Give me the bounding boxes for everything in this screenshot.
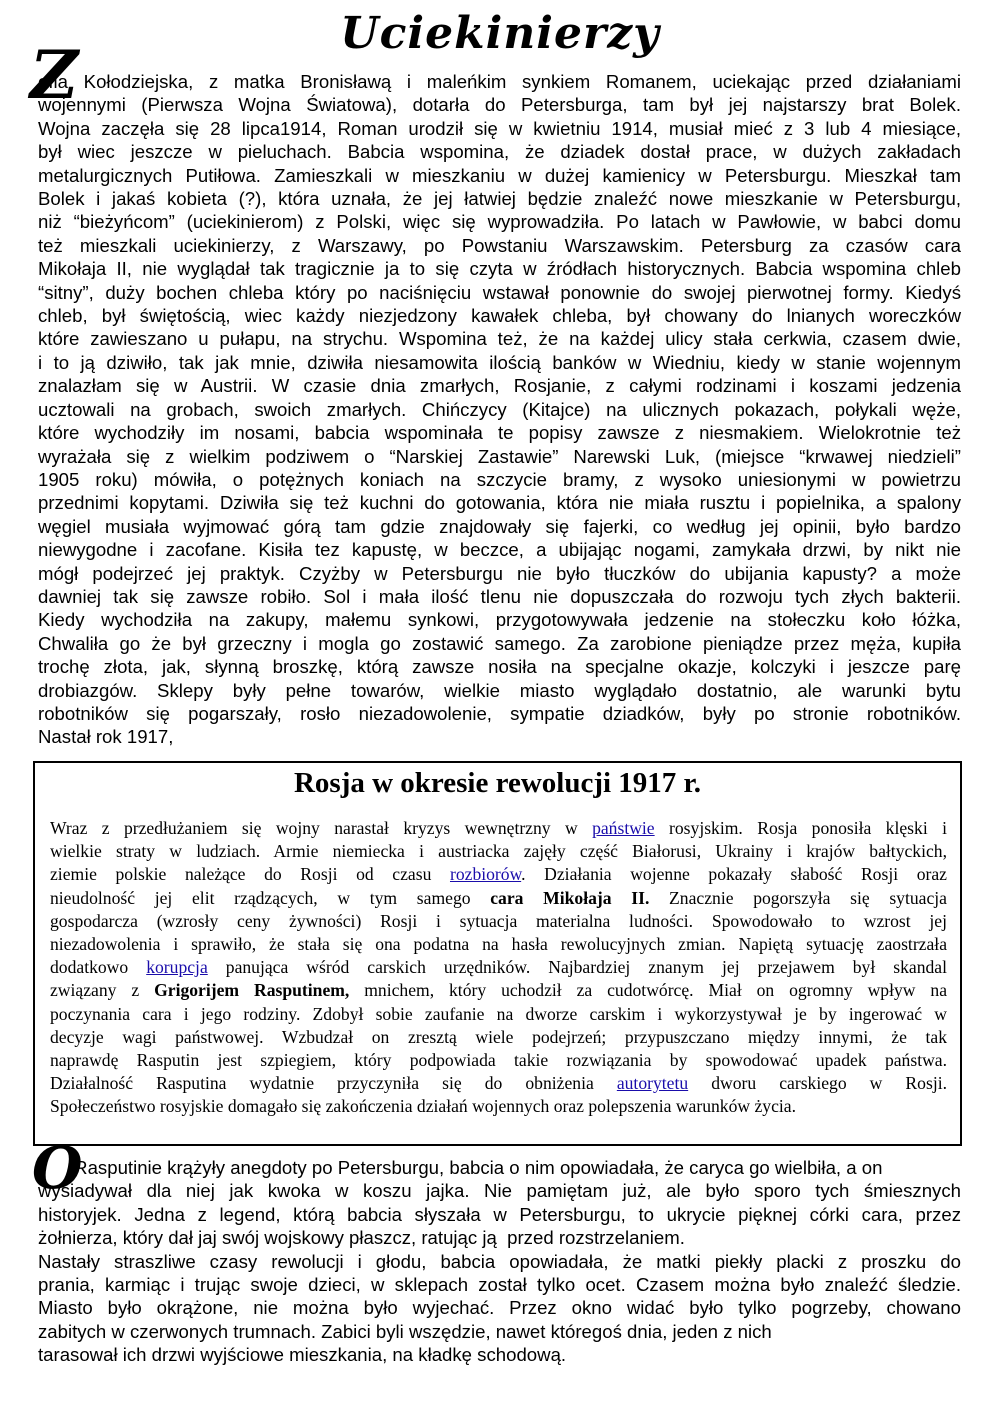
text-line: tarasował ich drzwi wyjściowe mieszkania, na kładkę schodową. — [38, 1344, 567, 1366]
text-line: był wiec jeszcze w pieluchach. Babcia wspomina, że dziadek dostał prace, w dużych zakładach — [38, 141, 961, 163]
text-line: które zawieszano u pułapu, na strychu. Wspomina też, że na każdej ulicy stała cerkwia, czasem dwie, — [38, 328, 961, 350]
box-text-line — [50, 887, 947, 910]
drop-cap-o: O — [32, 1134, 83, 1202]
text-line: 1905 roku) mówiła, o potężnych koniach na szczycie bramy, z wysoko uniesionymi w powietrzu — [38, 468, 961, 490]
text-run: Działalność Rasputina wydatnie przyczyniła się do obniżenia — [50, 1073, 617, 1094]
text-line: Wojna zaczęła się 28 lipca1914, Roman urodził się w kwietniu 1914, musiał mieć z 3 lub 4 miesiące, — [38, 117, 961, 139]
text-line: chleb, był świętością, wiec każdy niezjedzony kawałek chleba, był chowany do lnianych woreczków — [38, 305, 961, 327]
text-run: rosyjskim. Rosja ponosiła klęski i — [654, 818, 947, 838]
text-line: i to ją dziwiło, tak jak mnie, dziwiła niesamowita ilością banków w Wiedniu, kiedy w stanie wojennym — [38, 351, 961, 373]
box-text-line — [50, 1003, 947, 1026]
text-run: poczynania cara i jego rodziny. Zdobył sobie zaufanie na dworze carskim i wykorzystywał je by ingerować w — [50, 1003, 947, 1024]
text-run: niezadowolenia i sprawiło, że stała się ona podatna na hasła rewolucyjnych zmian. Napiętą sytuację zaostrzała — [50, 934, 947, 955]
text-line: metalurgicznych Putiłowa. Zamieszkali w mieszkaniu w dużej kamienicy w Petersburgu. Mieszkał tam — [38, 164, 961, 186]
text-line: Nastały straszliwe czasy rewolucji i głodu, babcia opowiadała, że matki piekły placki z proszku do — [38, 1250, 961, 1272]
wiki-link[interactable]: autorytetu — [616, 1073, 689, 1094]
wiki-link[interactable]: korupcja — [146, 957, 208, 978]
box-text-line — [50, 863, 947, 886]
bold-text: Grigorijem Rasputinem, — [154, 980, 350, 1001]
box-text-line — [50, 1072, 947, 1095]
text-line: ucztowali na grobach, swoich zmarłych. Chińczycy (Kitajce) na ulicznych pokazach, połykali węże, — [38, 398, 961, 420]
text-run: związany z — [50, 980, 155, 1001]
box-text-line — [50, 933, 947, 956]
text-run: Znacznie pogorszyła się sytuacja — [649, 887, 947, 908]
text-line: które wychodziły im nosami, babcia wspominała te popisy zawsze z niesmakiem. Wielokrotnie też — [38, 422, 961, 444]
text-run: dodatkowo — [50, 957, 147, 978]
text-line: “sitny”, duży bochen chleba który po naciśnięciu wstawał ponownie do swojej pierwotnej formy. Kiedyś — [38, 281, 961, 303]
text-line: dawniej tak się zawsze robiło. Sol i mała ilość tlenu nie dopuszczała do rozwoju tych złych bakterii. — [38, 585, 961, 607]
text-line: Bolek i jakaś kobieta (?), która uznała, że jej łatwiej będzie znaleźć nowe mieszkanie w Petersburgu, — [38, 188, 961, 210]
text-line: historyjek. Jedna z legend, którą babcia słyszała w Petersburgu, to ukrycie pięknej córki cara, przez — [38, 1203, 961, 1225]
box-text-line — [50, 840, 947, 863]
text-line: wojennymi (Pierwsza Wojna Światowa), dotarła do Petersburga, tam był jej najstarszy brat Bolek. — [38, 94, 961, 116]
text-line: mógł podejrzeć jej praktyk. Czyżby w Petersburgu nie było tłuczków do ubijania kapusty? a może — [38, 562, 961, 584]
text-line: znalazłam się w Austrii. W czasie dnia zmarłych, Rosjanie, z całymi rodzinami i koszami jedzenia — [38, 375, 961, 397]
box-text-line — [50, 1049, 947, 1072]
text-line: Chwaliła go że był grzeczny i mogla go zostawić samego. Za zarobione pieniądze przez męża, kupiła — [38, 632, 961, 654]
text-line: przednimi kopytami. Dziwiła się też kuchni do gotowania, która nie miała rusztu i popielnika, a spalony — [38, 492, 961, 514]
box-text-line — [50, 979, 947, 1002]
text-line: też mieszkali uciekinierzy, z Warszawy, po Powstaniu Warszawskim. Petersburg za czasów cara — [38, 234, 961, 256]
text-line: trochę złota, jak, słynną broszkę, którą zawsze nosiła na specjalne okazje, kolczyki i jeszcze parę — [38, 656, 961, 678]
text-line: Nastał rok 1917, — [38, 726, 174, 748]
text-run: naprawdę Rasputin jest szpiegiem, który podpowiada takie rozwiązania by spowodować upadek państwa. — [50, 1050, 947, 1071]
box-title: Rosja w okresie rewolucji 1917 r. — [293, 767, 702, 799]
text-run: ziemie polskie należące do Rosji od czasu — [50, 864, 450, 885]
box-text-line — [50, 1095, 947, 1118]
text-line: zabitych w czerwonych trumnach. Zabici byli wszędzie, nawet któregoś dnia, jeden z nich — [38, 1320, 772, 1342]
text-line: Kiedy wychodziła na zakupy, małemu synkowi, przygotowywała jedzenie na stołeczku koło łóżka, — [38, 609, 961, 631]
text-line: robotników się pogarszały, rosło niezadowolenie, sympatie dziadków, były po stronie robotników. — [38, 702, 961, 724]
text-line: niż “bieżyńcom” (uciekinierom) z Polski, więc się wyprowadziła. Po latach w Pawłowie, w babci domu — [38, 211, 961, 233]
drop-cap-z: Z — [30, 36, 79, 114]
text-run: mnichem, który uchodził za cudotwórcę. Miał on ogromny wpływ na — [349, 980, 947, 1001]
text-line: prania, karmiąc i trując swoje dzieci, w sklepach został tylko ocet. Czasem można było znaleźć śledzie. — [38, 1274, 961, 1296]
text-line: Mikołaja II, nie wyglądał tak tragicznie ja to się czyta w źródłach historycznych. Babcia wspomina chleb — [38, 258, 961, 280]
text-run: panująca wśród carskich urzędników. Najbardziej znanym jej przejawem był skandal — [207, 957, 947, 978]
text-run: gospodarcza (wzrosły ceny żywności) Rosji i sytuacja materialna ludności. Spowodowało to wzrost jej — [50, 910, 947, 931]
text-line: wysiadywał dla niej jak kwoka w koszu jajka. Nie pamiętam już, ale było sporo tych śmiesznych — [38, 1180, 961, 1202]
text-run: wielkie straty w ludziach. Armie niemiecka i austriacka zajęły część Białorusi, Ukrainy i krajów bałtyckich, — [50, 841, 947, 862]
box-text-line — [50, 817, 947, 840]
box-text-line — [50, 910, 947, 933]
wiki-link[interactable]: rozbiorów — [449, 864, 522, 885]
text-run: nieudolność jej elit rządzących, w tym samego — [50, 887, 491, 908]
revolution-info-box — [33, 761, 962, 1146]
section-1-text — [38, 70, 961, 749]
wiki-link[interactable]: państwie — [592, 818, 655, 838]
text-line: niewygodne i zacofane. Kisiła tez kapustę, w beczce, a ubijając nogami, zamykała drzwi, by nikt nie — [38, 539, 961, 561]
text-run: dworu carskiego w Rosji. — [688, 1073, 947, 1094]
bold-text: cara Mikołaja II. — [490, 887, 650, 908]
section-2-text — [38, 1156, 961, 1367]
text-line: wyrażała się z wielkim podziwem o “Narskiej Zastawie” Narewski Luk, (miejsce “krwawej niedzieli” — [38, 445, 961, 467]
text-run: Społeczeństwo rosyjskie domagało się zakończenia działań wojennych oraz polepszenia warunków życia. — [50, 1096, 796, 1117]
box-text-line — [50, 956, 947, 979]
text-line: Rasputinie krążyły anegdoty po Petersburgu, babcia o nim opowiadała, że caryca go wielbiła, a on — [38, 1157, 883, 1178]
text-run: . Działania wojenne pokazały słabość Rosji oraz — [521, 864, 947, 885]
box-text — [50, 817, 947, 1119]
text-line: żołnierza, który dał jaj swój wojskowy płaszcz, ratując ją przed rozstrzelaniem. — [38, 1227, 685, 1249]
text-run: decyzje wagi państwowej. Wzbudzał on zresztą wiele podejrzeń; przypuszczano między innymi, że tak — [50, 1026, 947, 1047]
text-line: ofia Kołodziejska, z matka Bronisławą i maleńkim synkiem Romanem, uciekając przed działaniami — [38, 71, 961, 92]
page-title: Uciekinierzy — [340, 8, 660, 59]
box-text-line — [50, 1026, 947, 1049]
text-run: Wraz z przedłużaniem się wojny narastał kryzys wewnętrzny w — [50, 818, 593, 838]
text-line: Miasto było okrążone, nie można było wyjechać. Przez okno widać było tylko pogrzeby, chowano — [38, 1297, 961, 1319]
text-line: węgiel musiała wyjmować górą tam gdzie znajdowały się fajerki, co według jej opinii, było bardzo — [38, 515, 961, 537]
text-line: drobiazgów. Sklepy były pełne towarów, wielkie miasto wyglądało dostatnio, ale warunki bytu — [38, 679, 961, 701]
